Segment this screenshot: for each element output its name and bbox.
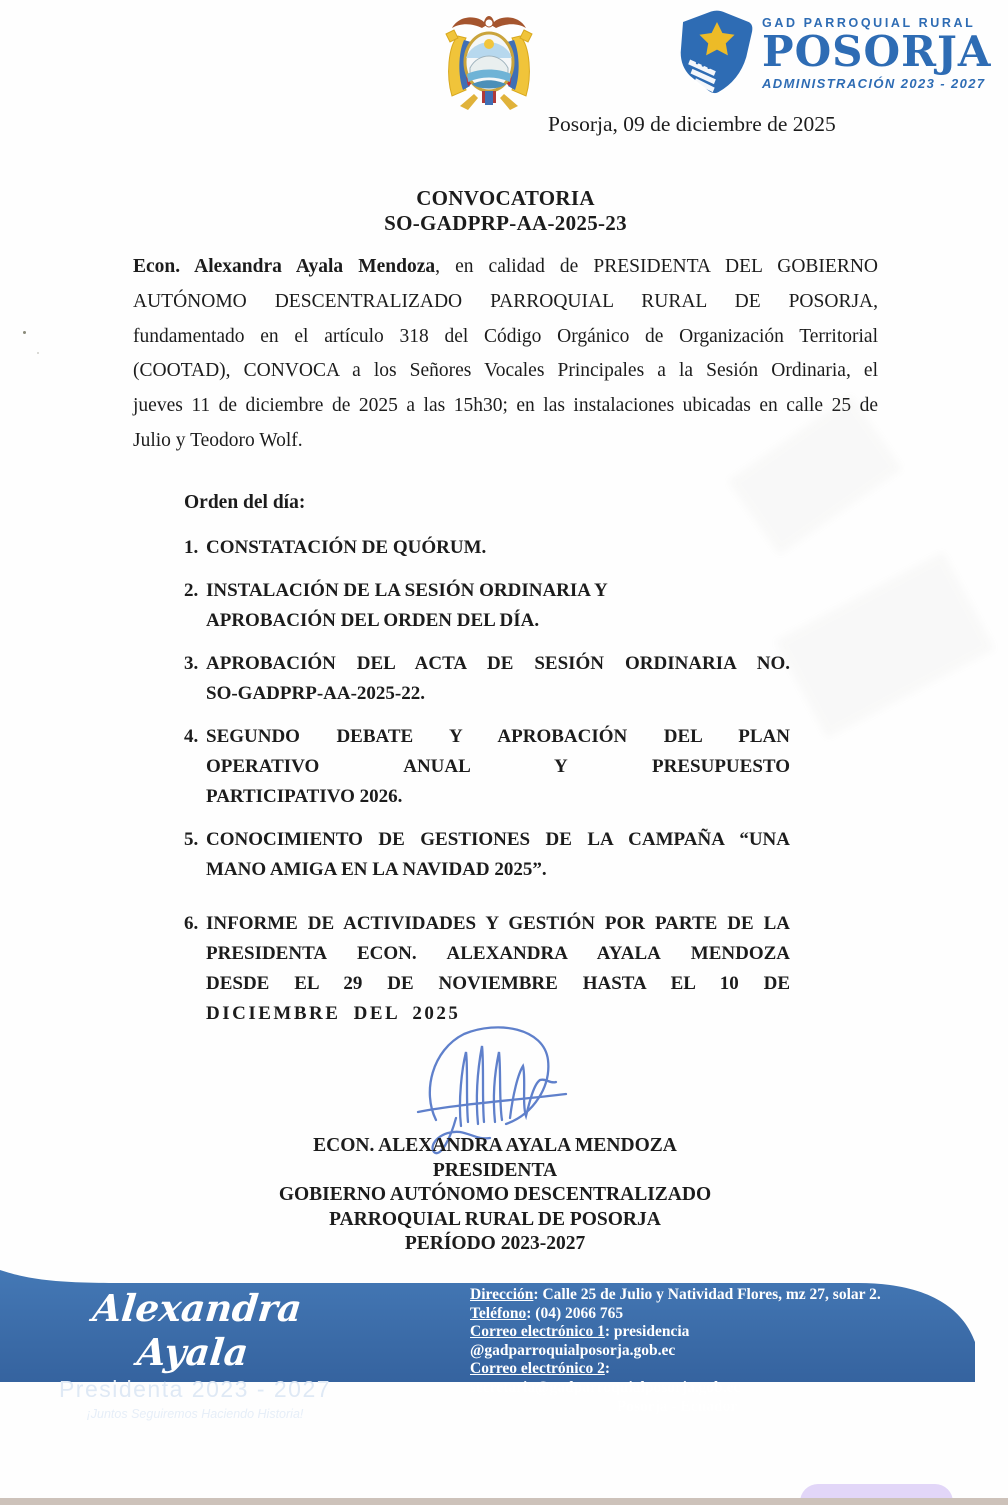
orden-item-text: CONOCIMIENTO DE GESTIONES DE LA CAMPAÑA “UNA MANO AMIGA EN LA NAVIDAD 2025”. bbox=[206, 829, 790, 880]
signer-org-line1: GOBIERNO AUTÓNOMO DESCENTRALIZADO bbox=[278, 1184, 712, 1206]
body-line: AUTÓNOMO DESCENTRALIZADO PARROQUIAL RURAL DE POSORJA, bbox=[133, 290, 878, 312]
footer-subtitle: Presidenta 2023 - 2027 bbox=[58, 1376, 332, 1402]
contact-line: Dirección: Calle 25 de Julio y Natividad Flores, mz 27, solar 2. bbox=[470, 1286, 881, 1303]
orden-item-number: 4. bbox=[184, 726, 199, 747]
title-line2: SO-GADPRP-AA-2025-23 bbox=[384, 211, 627, 235]
orden-item bbox=[184, 649, 790, 709]
orden-item bbox=[184, 722, 790, 812]
scan-speck bbox=[23, 331, 26, 334]
orden-item-text: APROBACIÓN DEL ACTA DE SESIÓN ORDINARIA NO. SO-GADPRP-AA-2025-22. bbox=[206, 653, 790, 704]
footer-location: Posorja - Ecuador bbox=[616, 1397, 738, 1415]
footer-script-name: Alexandra Ayala bbox=[90, 1286, 304, 1374]
orden-item-number: 2. bbox=[184, 580, 199, 601]
body-line: Julio y Teodoro Wolf. bbox=[133, 429, 303, 451]
orden-item bbox=[184, 576, 790, 636]
bottom-edge-strip bbox=[0, 1498, 1008, 1505]
signature-block bbox=[0, 1134, 990, 1257]
signer-period: PERÍODO 2023-2027 bbox=[404, 1233, 586, 1255]
orden-item-text: INSTALACIÓN DE LA SESIÓN ORDINARIA Y APROBACIÓN DEL ORDEN DEL DÍA. bbox=[206, 580, 608, 631]
title-line1: CONVOCATORIA bbox=[416, 186, 595, 210]
footer-contact bbox=[470, 1286, 884, 1416]
document-date: Posorja, 09 de diciembre de 2025 bbox=[548, 112, 836, 136]
contact-line: Teléfono: (04) 2066 765 bbox=[470, 1304, 624, 1322]
body-line: fundamentado en el artículo 318 del Código Orgánico de Organización Territorial bbox=[133, 325, 878, 347]
signer-name: ECON. ALEXANDRA AYALA MENDOZA bbox=[313, 1135, 677, 1156]
scan-ghost-mark bbox=[775, 552, 994, 738]
logo-name: POSORJA bbox=[762, 27, 992, 76]
ecuador-coat-of-arms-icon bbox=[430, 6, 548, 118]
orden-item-text: INFORME DE ACTIVIDADES Y GESTIÓN POR PARTE DE LA PRESIDENTA ECON. ALEXANDRA AYALA MENDOZA DESDE EL 29 DE NOVIEMBRE HASTA EL 10 DE DICIEMBRE DEL 2025 bbox=[206, 913, 790, 1024]
footer-identity bbox=[30, 1286, 360, 1421]
logo-tagline: GAD PARROQUIAL RURAL bbox=[762, 16, 976, 30]
body-line: Econ. Alexandra Ayala Mendoza, en calidad de PRESIDENTA DEL GOBIERNO bbox=[133, 256, 878, 277]
document-title bbox=[133, 186, 878, 236]
body-line: (COOTAD), CONVOCA a los Señores Vocales Principales a la Sesión Ordinaria, el bbox=[133, 360, 878, 382]
scan-speck bbox=[37, 352, 39, 354]
signer-role: PRESIDENTA bbox=[432, 1159, 558, 1181]
orden-item-number: 3. bbox=[184, 653, 199, 674]
posorja-logo bbox=[676, 8, 992, 108]
orden-item bbox=[184, 825, 790, 885]
footer-slogan: ¡Juntos Seguiremos Haciendo Historia! bbox=[86, 1407, 304, 1421]
agenda-heading: Orden del día: bbox=[184, 492, 306, 513]
orden-item-text: CONSTATACIÓN DE QUÓRUM. bbox=[206, 537, 487, 558]
contact-line: Correo electrónico 2: secretaria@gadparroquialposorja.gob.ec bbox=[470, 1360, 741, 1396]
logo-administration: ADMINISTRACIÓN 2023 - 2027 bbox=[762, 76, 986, 91]
orden-item-text: SEGUNDO DEBATE Y APROBACIÓN DEL PLAN OPERATIVO ANUAL Y PRESUPUESTO PARTICIPATIVO 2026. bbox=[206, 726, 790, 807]
contact-line: Correo electrónico 1: presidencia @gadparroquialposorja.gob.ec bbox=[470, 1323, 690, 1359]
orden-list bbox=[184, 533, 790, 1042]
orden-item bbox=[184, 533, 790, 563]
orden-item-number: 5. bbox=[184, 829, 199, 850]
orden-item-number: 6. bbox=[184, 913, 199, 934]
orden-item-number: 1. bbox=[184, 537, 199, 558]
contact-lines bbox=[470, 1286, 884, 1398]
body-paragraph bbox=[133, 250, 878, 459]
signer-org-line2: PARROQUIAL RURAL DE POSORJA bbox=[329, 1208, 661, 1230]
posorja-shield-icon bbox=[676, 8, 758, 104]
body-line: jueves 11 de diciembre de 2025 a las 15h30; en las instalaciones ubicadas en calle 25 de bbox=[133, 395, 878, 417]
orden-item bbox=[184, 909, 790, 1029]
